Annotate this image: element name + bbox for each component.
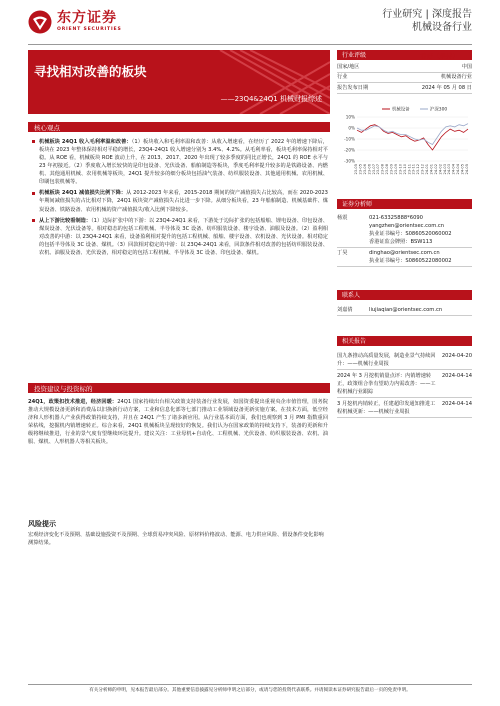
legend-label: 沪深300 [430,107,448,113]
x-tick-label: 23-06 [367,164,372,175]
x-tick-label: 24-05 [460,164,465,175]
x-tick-label: 23-10 [402,164,407,175]
y-tick-label: 0% [348,125,355,131]
performance-chart [337,103,472,185]
logo-cn: 东方证券 [57,9,117,26]
y-tick-label: -10% [344,136,355,142]
x-tick-label: 23-11 [411,164,416,175]
section-rating: 行业评级 [337,50,472,60]
bullet-item: 机械板块 24Q1 收入毛利率温和改善：（1）板块收入和毛利率温和改善：从收入增速看，在经历了 2022 年的增速下降后，板块在 2023 年整体保持相对平稳的增长，23Q4-24Q1 收入增速分别为 3.4%、4.2%。从毛利率看，板块毛利率保持相对平稳。从 ROE 看，机械板块 ROE 波动上升，在 2013、2017、2020 年出现了较多季度的同比正增长，24Q1 的 ROE 水平与 23 年初接近。（2）季度收入增长较快的是印包设备、光伏设备、船舶制造等板块，季度毛利率提升较多的是铁路设备、内燃机、其他通用机械、农用机械等板块，24Q1 提升较多的细分板块包括油气装备、纺织服装设备、其他通用机械、农用机械、印刷包装机械等。 [32,138,328,186]
x-tick-label: 24-03 [447,164,452,175]
report-title: 寻找相对改善的板块 [34,64,147,79]
rating-table [337,62,472,94]
report-type: 行业研究 | 深度报告 [382,9,472,20]
series-line [357,124,468,145]
x-tick-label: 24-01 [429,164,434,175]
footer-divider [28,684,472,685]
section-contact: 联系人 [337,290,472,300]
x-tick-label: 23-08 [380,164,385,175]
section-related: 相关报告 [337,336,472,346]
analyst-email-link[interactable]: yangzhen@orientsec.com.cn [369,223,445,230]
x-tick-label: 24-05 [465,164,469,175]
logo-en: ORIENT SECURITIES [57,27,122,33]
related-report-item[interactable]: 国九条推动高质量发展，制造业景气持续回升：——机械行业周报 2024-04-20 [337,350,472,370]
y-tick-label: -30% [344,158,355,164]
report-subtitle: ——23Q4&24Q1 机械财报综述 [220,95,322,103]
section-analysts: 证券分析师 [337,199,472,209]
x-tick-label: 24-04 [456,164,461,175]
risk-text: 宏观经济变化不及预期、基础设施投资不及预期、全球贸易冲突风险、原材料价格波动、能源、电力供应风险、假设条件变化影响测算结果。 [28,532,324,547]
analyst-row: 丁昊 dinghao@orientsec.com.cn 执业证书编号：S0860522080002 [337,248,472,267]
x-tick-label: 23-12 [416,164,421,175]
x-tick-label: 23-05 [354,164,358,175]
analyst-row: 杨震 021-63325888*6090 yangzhen@orientsec.com.cn 执业证书编号：S0860520060002 香港证监会牌照：BSW113 [337,213,472,248]
bullet-item: 从上下游比较看制造：（1）边际扩张中的下游：以 23Q4-24Q1 来看，下游处于边际扩张的包括船舶、锂电设备、印包设备、煤炭设备、光伏设备等。相对稳态的包括工程机械、半导体及 3C 设备、纺织服装设备、楼宇设备、油服及设备。（2）盈利相对改善的中游：以 23Q4-24Q1 来看，设备盈利相对提升的包括工程机械、船舶、楼宇设备、农机设备、光伏设备。相对稳定的包括半导体及 3C 设备、煤机。（3）回款相对稳定的中游：以 23Q4-24Q1 来看，回款条件相对改善的包括纺织服装设备、农机、油服及设备、光伏设备，相对稳定的包括工程机械、半导体及 3C 设备、印包设备、煤机。 [32,217,328,257]
related-report-item[interactable]: 3 月挖机内销转正，任建超印发通知推进工程机械更新：——机械行业周报 2024-04-14 [337,398,472,418]
x-tick-label: 23-08 [385,164,390,175]
legend-label: 机械设备 [392,107,410,113]
rating-value: 看好（维持） [420,52,459,60]
y-tick-label: -20% [344,147,355,153]
risk-title: 风险提示 [28,520,56,528]
x-tick-label: 24-04 [451,164,456,175]
analyst-list [337,213,472,267]
x-tick-label: 23-07 [371,164,376,175]
x-tick-label: 23-07 [376,164,381,175]
x-tick-label: 23-06 [362,164,367,175]
series-line [357,125,468,150]
contact-email-link[interactable]: liujiaqian@orientsec.com.cn [369,306,443,313]
analyst-email-link[interactable]: dinghao@orientsec.com.cn [369,250,440,257]
industry-name: 机械设备行业 [412,22,472,33]
x-tick-label: 24-03 [442,164,447,175]
invest-paragraph: 24Q1，政策扣技术推进，经济回暖：24Q1 国家持续出台相关政策支持装备行业发展，如国资委提出重视央企市值管理，国务院推动大规模设备更新和消费品以旧换新行动方案，工业和信息化部等七部门推动工业领域设备更新实施方案。在技术方面，低空经济和人形机器人产业获得政策持续支持，并且在 24Q1 产生了诸多新应用。从行业基本面方面，我们也观察到 3 月 PMI 指数重回荣枯线，挖掘机内销增速转正。综合来看，24Q1 机械板块呈现较好的恢复。我们认为在国家政策的持续支持下，装备的更新和升级将继续推进，行业的景气度有望继续环比提升。建议关注：工业母机+自动化、工程机械、光伏设备、纺织服装设备、农机、油服、煤机、人形机器人等相关板块。 [28,399,328,446]
table-row: 国家/地区 中国 [337,62,472,73]
title-banner [28,50,330,114]
table-row: 报告发布日期 2024 年 05 月 08 日 [337,83,472,94]
bullet-item: 机械板块 24Q1 减值损失比例下降：从 2012-2023 年来看，2015-2018 期间的资产减值损失占比较高，而在 2020-2023 年期间减值损失的占比相对下降，24Q1 板块资产减值损失占比进一步下降。从细分板块看，23 年船舶制造、机械基础件、煤炭设备、铁路设备、农用机械的资产减值损失/收入比例下降较多。 [32,189,328,213]
footer-disclaimer: 有关分析师的申明，见本报告最后部分。其他重要信息披露见分析师申明之后部分，或请与您的投资代表联系。并请阅读本证券研究报告最后一页的免责申明。 [89,688,411,693]
contact-list [337,305,472,316]
related-reports [337,350,472,418]
company-logo [28,10,122,34]
logo-mark-icon [28,10,52,34]
header-divider [28,44,472,45]
y-tick-label: 10% [345,114,355,120]
table-row: 行业 机械设备行业 [337,73,472,84]
x-tick-label: 23-10 [398,164,403,175]
x-tick-label: 23-09 [389,164,394,175]
x-tick-label: 23-12 [420,164,425,175]
performance-chart-svg [337,103,472,185]
x-tick-label: 24-02 [433,164,438,175]
section-core-views: 核心观点 [28,122,330,132]
contact-row: 刘嘉倩 liujiaqian@orientsec.com.cn [337,305,472,316]
x-tick-label: 23-09 [393,164,398,175]
x-tick-label: 24-02 [438,164,443,175]
x-tick-label: 23-05 [358,164,363,175]
related-report-item[interactable]: 2024 年 3 月挖机销量点评：内销增速转正，政策组合拳有望助力内需改善：——工程机械行业跟踪 2024-04-14 [337,370,472,398]
x-tick-label: 23-11 [407,164,412,175]
core-bullets [32,138,328,260]
x-tick-label: 24-01 [425,164,430,175]
section-invest: 投资建议与投资标的 [28,383,330,393]
